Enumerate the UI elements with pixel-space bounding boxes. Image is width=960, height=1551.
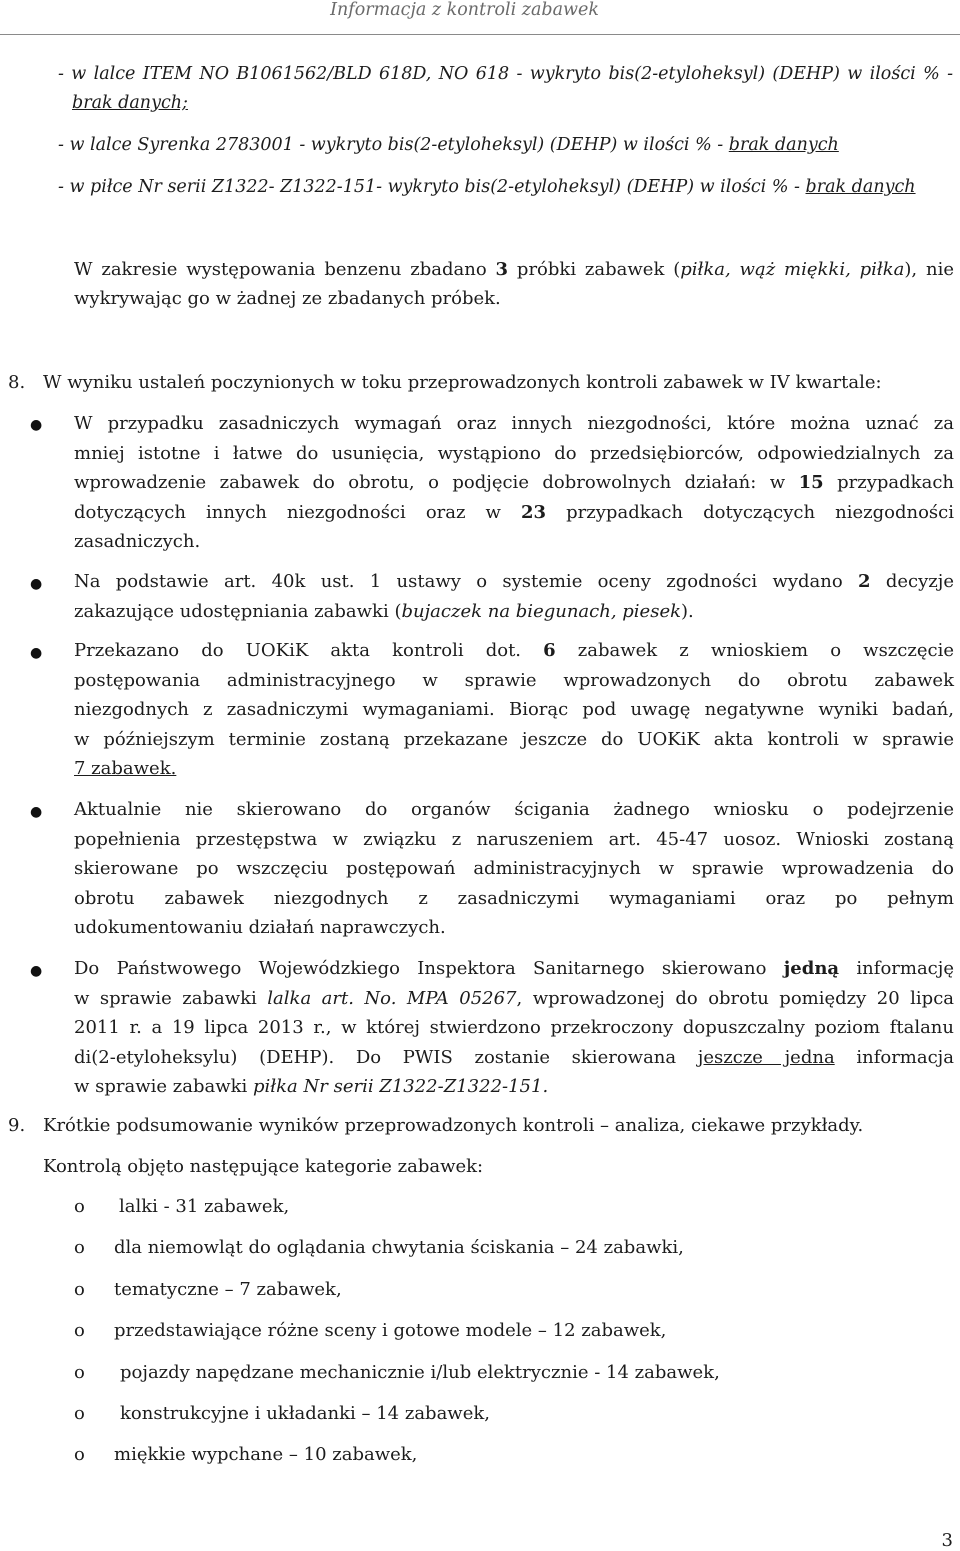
section-8-bullet-4 [74, 795, 954, 943]
benzene-text-a: W zakresie występowania benzenu zbadano [74, 259, 496, 280]
category-item: dla niemowląt do oglądania chwytania ściskania – 24 zabawki, [114, 1237, 684, 1258]
b5-line4 [74, 1043, 954, 1073]
b5-line2-b: lalka art. No. MPA 05267 [267, 987, 517, 1009]
b5-line4-a: di(2-etyloheksylu) (DEHP). Do PWIS zostanie skierowana [74, 1046, 698, 1068]
b5-line1-b: jedną [783, 958, 840, 979]
finding-2 [58, 135, 839, 156]
section-9-number: 9. [8, 1115, 26, 1136]
finding-3-text: - w piłce Nr serii Z1322- Z1322-151- wykryto bis(2-etyloheksyl) (DEHP) w ilości % - [58, 177, 806, 197]
b5-line4-c: informacja [834, 1046, 954, 1068]
b2-line2 [74, 597, 954, 627]
b5-line1-a: Do Państwowego Wojewódzkiego Inspektora Sanitarnego skierowano [74, 958, 784, 979]
b1-line5: zasadniczych. [74, 531, 201, 552]
b1-count-2: 23 [521, 501, 547, 523]
finding-1-line2-wrap [72, 93, 188, 114]
bullet-dot: ● [30, 645, 43, 661]
section-8-bullet-3 [74, 636, 954, 784]
section-9-title: Krótkie podsumowanie wyników przeprowadzonych kontroli – analiza, ciekawe przykłady. [43, 1115, 864, 1136]
finding-1 [58, 64, 953, 85]
section-8-title: W wyniku ustaleń poczynionych w toku przeprowadzonych kontroli zabawek w IV kwartale: [43, 372, 882, 393]
b2-line1-a: Na podstawie art. 40k ust. 1 ustawy o systemie oceny zgodności wydano [74, 571, 859, 592]
section-8-bullet-2 [74, 567, 954, 626]
page-header [0, 0, 960, 35]
category-item: tematyczne – 7 zabawek, [114, 1279, 342, 1300]
b5-line2-c: , wprowadzonej do obrotu pomiędzy 20 lipca [516, 987, 955, 1009]
b4-line5: udokumentowaniu działań naprawczych. [74, 917, 446, 938]
section-9-intro: Kontrolą objęto następujące kategorie zabawek: [43, 1156, 484, 1177]
b4-line1: Aktualnie nie skierowano do organów ścigania żadnego wniosku o podejrzenie [74, 799, 954, 820]
bullet-dot: ● [30, 804, 43, 820]
b3-line1-b: zabawek z wnioskiem o wszczęcie [555, 640, 954, 661]
section-8-bullet-1 [74, 409, 954, 557]
benzene-items: piłka, wąż miękki, piłka [680, 259, 905, 280]
category-item: pojazdy napędzane mechanicznie i/lub elektrycznie - 14 zabawek, [120, 1362, 720, 1383]
b3-line1-a: Przekazano do UOKiK akta kontroli dot. [74, 640, 544, 661]
b5-line4-b: jeszcze jedna [697, 1046, 835, 1068]
bullet-dot: ● [30, 963, 43, 979]
b1-line3-a: wprowadzenie zabawek do obrotu, o podjęcie dobrowolnych działań: w [74, 472, 799, 493]
page-number: 3 [941, 1530, 953, 1551]
category-item: konstrukcyjne i układanki – 14 zabawek, [120, 1403, 490, 1424]
list-bullet: o [74, 1362, 85, 1383]
category-item: miękkie wypchane – 10 zabawek, [114, 1444, 418, 1465]
b2-items: bujaczek na biegunach, piesek [401, 600, 682, 622]
b5-line5 [74, 1072, 954, 1102]
b3-line5: 7 zabawek. [74, 758, 177, 779]
finding-3 [58, 177, 916, 198]
b2-line1 [74, 567, 954, 597]
b5-line2-a: w sprawie zabawki [74, 987, 268, 1009]
finding-2-tail: brak danych [728, 135, 839, 155]
category-item: przedstawiające różne sceny i gotowe modele – 12 zabawek, [114, 1320, 667, 1341]
section-8-number: 8. [8, 372, 26, 393]
benzene-count: 3 [495, 259, 509, 280]
b2-line1-b: decyzje [870, 571, 954, 592]
b2-count: 2 [858, 571, 871, 592]
finding-1-line1: - w lalce ITEM NO B1061562/BLD 618D, NO 618 - wykryto bis(2-etyloheksyl) (DEHP) w ilości % - [58, 64, 953, 84]
bullet-dot: ● [30, 417, 43, 433]
list-bullet: o [74, 1279, 85, 1300]
list-bullet: o [74, 1403, 85, 1424]
b1-line2: mniej istotne i łatwe do usunięcia, wystąpiono do przedsiębiorców, odpowiedzialnych za [74, 442, 954, 464]
list-bullet: o [74, 1196, 85, 1217]
b1-line4 [74, 498, 954, 528]
list-bullet: o [74, 1320, 85, 1341]
header-title: Informacja z kontroli zabawek [330, 0, 599, 20]
b4-line4: obrotu zabawek niezgodnych z zasadniczymi wymaganiami oraz po pełnym [74, 887, 954, 909]
b5-line1-c: informację [839, 958, 954, 979]
category-item: lalki - 31 zabawek, [119, 1196, 290, 1217]
benzene-text-c: ), nie [904, 259, 954, 280]
finding-3-tail: brak danych [805, 177, 916, 197]
benzene-text-b: próbki zabawek ( [508, 259, 681, 280]
b1-line3 [74, 468, 954, 498]
benzene-paragraph [74, 255, 954, 313]
b5-line3: 2011 r. a 19 lipca 2013 r., w której stwierdzono przekroczony dopuszczalny poziom ftalanu [74, 1017, 954, 1038]
b3-line1 [74, 636, 954, 666]
benzene-line1 [74, 255, 954, 284]
b5-line5-b: piłka Nr serii Z1322-Z1322-151. [253, 1076, 549, 1097]
b4-line2: popełnienia przestępstwa w związku z naruszeniem art. 45-47 uosoz. Wnioski zostaną [74, 828, 954, 850]
b2-line2-a: zakazujące udostępniania zabawki ( [74, 600, 402, 622]
b1-line4-a: dotyczących innych niezgodności oraz w [74, 501, 522, 523]
b3-line2: postępowania administracyjnego w sprawie wprowadzonych do obrotu zabawek [74, 669, 954, 691]
b5-line1 [74, 954, 954, 984]
b1-line1: W przypadku zasadniczych wymagań oraz innych niezgodności, które można uznać za [74, 413, 954, 434]
list-bullet: o [74, 1444, 85, 1465]
section-8-bullet-5 [74, 954, 954, 1102]
b1-count-1: 15 [798, 472, 824, 493]
b2-line2-b: ). [681, 600, 694, 622]
b3-line3: niezgodnych z zasadniczymi wymaganiami. Biorąc pod uwagę negatywne wyniki badań, [74, 699, 954, 720]
finding-2-text: - w lalce Syrenka 2783001 - wykryto bis(2-etyloheksyl) (DEHP) w ilości % - [58, 135, 729, 155]
b3-count: 6 [543, 640, 556, 661]
finding-1-line2: brak danych; [72, 93, 188, 113]
benzene-line2: wykrywając go w żadnej ze zbadanych próbek. [74, 288, 501, 309]
b3-line4: w późniejszym terminie zostaną przekazane jeszcze do UOKiK akta kontroli w sprawie [74, 728, 954, 750]
b1-line3-b: przypadkach [823, 472, 954, 493]
list-bullet: o [74, 1237, 85, 1258]
b4-line3: skierowane po wszczęciu postępowań administracyjnych w sprawie wprowadzenia do [74, 858, 954, 879]
bullet-dot: ● [30, 576, 43, 592]
b5-line5-a: w sprawie zabawki [74, 1076, 254, 1097]
b5-line2 [74, 984, 954, 1014]
b1-line4-b: przypadkach dotyczących niezgodności [546, 501, 955, 523]
